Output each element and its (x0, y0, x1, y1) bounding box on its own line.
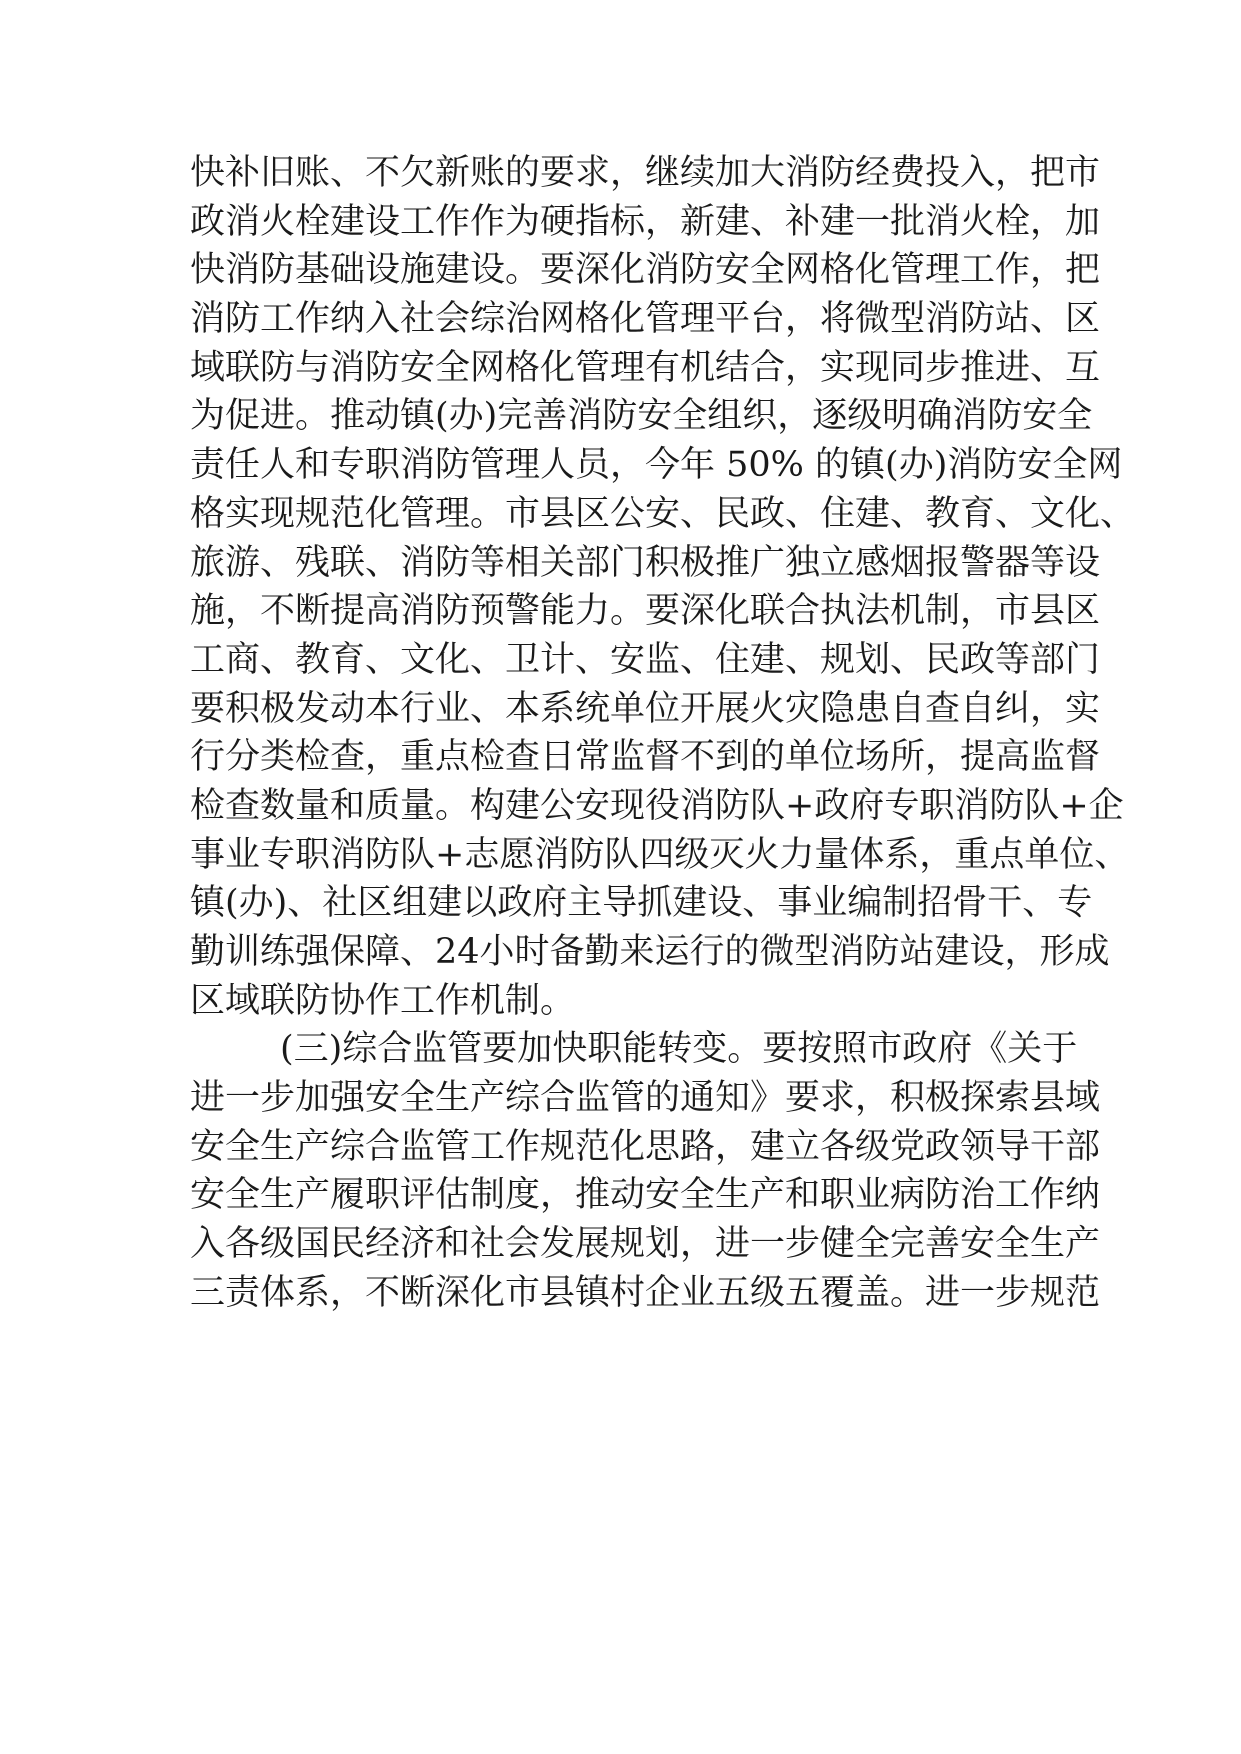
text-line: 入各级国民经济和社会发展规划，进一步健全完善安全生产 (190, 1224, 1101, 1265)
text-line: 事业专职消防队+志愿消防队四级灭火力量体系，重点单位、 (190, 834, 1130, 875)
paragraph-end-line: 区域联防协作工作机制。 (190, 980, 576, 1021)
text-line: 镇(办)、社区组建以政府主导抓建设、事业编制招骨干、专 (190, 883, 1093, 924)
text-line: 消防工作纳入社会综治网格化管理平台，将微型消防站、区 (190, 299, 1101, 340)
text-line: 域联防与消防安全网格化管理有机结合，实现同步推进、互 (190, 347, 1101, 388)
text-line: 进一步加强安全生产综合监管的通知》要求，积极探索县域 (190, 1078, 1101, 1119)
text-line: 检查数量和质量。构建公安现役消防队+政府专职消防队+企 (190, 785, 1124, 826)
text-line: 政消火栓建设工作作为硬指标，新建、补建一批消火栓，加 (190, 201, 1101, 242)
text-line: 安全生产综合监管工作规范化思路，建立各级党政领导干部 (190, 1126, 1101, 1167)
text-line: 为促进。推动镇(办)完善消防安全组织，逐级明确消防安全 (190, 396, 1093, 437)
text-line: 安全生产履职评估制度，推动安全生产和职业病防治工作纳 (190, 1175, 1101, 1216)
text-line: 行分类检查，重点检查日常监督不到的单位场所，提高监督 (190, 737, 1101, 778)
section-heading-line: (三)综合监管要加快职能转变。要按照市政府《关于 (280, 1029, 1078, 1070)
body-text (190, 149, 1136, 1318)
text-line: 责任人和专职消防管理人员，今年 50% 的镇(办)消防安全网 (190, 445, 1123, 486)
text-line: 勤训练强保障、24小时备勤来运行的微型消防站建设，形成 (190, 932, 1110, 972)
text-line: 要积极发动本行业、本系统单位开展火灾隐患自查自纠，实 (190, 688, 1101, 729)
text-line: 三责体系，不断深化市县镇村企业五级五覆盖。进一步规范 (190, 1272, 1101, 1313)
text-line: 快补旧账、不欠新账的要求，继续加大消防经费投入，把市 (190, 153, 1101, 193)
text-line: 快消防基础设施建设。要深化消防安全网格化管理工作，把 (190, 250, 1101, 291)
text-line: 施，不断提高消防预警能力。要深化联合执法机制，市县区 (190, 591, 1101, 632)
text-line: 旅游、残联、消防等相关部门积极推广独立感烟报警器等设 (190, 542, 1101, 583)
text-line: 工商、教育、文化、卫计、安监、住建、规划、民政等部门 (190, 639, 1101, 680)
text-line: 格实现规范化管理。市县区公安、民政、住建、教育、文化、 (190, 493, 1136, 534)
